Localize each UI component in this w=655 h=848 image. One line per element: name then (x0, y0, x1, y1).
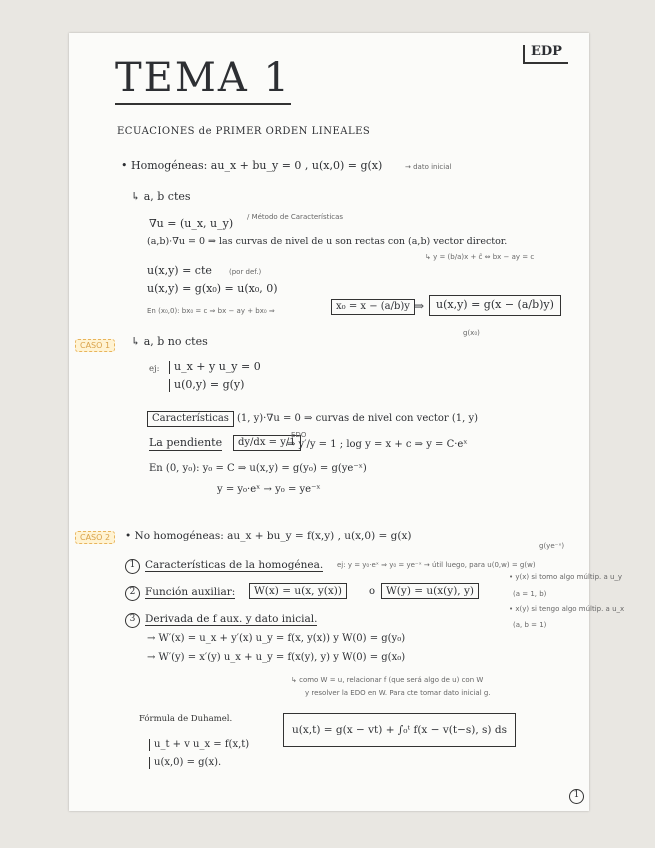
aux-function-y-box: W(y) = u(x(y), y) (381, 583, 479, 599)
y0-relation: y = y₀·eˣ → y₀ = ye⁻ˣ (217, 484, 321, 495)
example-label: ej: (149, 364, 160, 374)
step-3-number: 3 (125, 613, 140, 628)
example-eq-2: u(0,y) = g(y) (169, 379, 244, 392)
duhamel-eq-1: u_t + v u_x = f(x,t) (149, 739, 249, 751)
by-def-note: (por def.) (229, 268, 262, 276)
example-eq-1: u_x + y u_y = 0 (169, 361, 261, 374)
homogeneous-line: • Homogéneas: au_x + bu_y = 0 , u(x,0) = g(x) (121, 159, 383, 172)
subject-tag: EDP (523, 45, 568, 64)
step-2-number: 2 (125, 586, 140, 601)
page-title: TEMA 1 (115, 55, 291, 105)
point-y0-line: En (0, y₀): y₀ = C ⇒ u(x,y) = g(y₀) = g(ye⁻ˣ) (149, 463, 367, 474)
step-1-number: 1 (125, 559, 140, 574)
side-note-2: (a = 1, b) (513, 590, 547, 598)
step-1-text: Características de la homogénea. (145, 559, 324, 571)
side-note-4: (a, b = 1) (513, 621, 547, 629)
section-heading: ECUACIONES de PRIMER ORDEN LINEALES (117, 126, 371, 137)
characteristics-label: Características (147, 411, 234, 427)
x0-point-line: En (x₀,0): bx₀ = c ⇒ bx − ay + bx₀ ⇒ (147, 307, 275, 315)
side-note-1: • y(x) si tomo algo múltip. a u_y (509, 573, 623, 581)
aux-function-x-box: W(x) = u(x, y(x)) (249, 583, 347, 599)
slope-solution: ⇒ y′/y = 1 ; log y = x + c ⇒ y = C·eˣ (287, 439, 468, 450)
nonconstant-case: ↳ a, b no ctes (131, 335, 208, 348)
step-2-text: Función auxiliar: (145, 586, 236, 598)
initial-data-note: → dato inicial (405, 163, 452, 171)
g-x0-note: g(x₀) (463, 329, 480, 337)
characteristics-line: (1, y)·∇u = 0 ⇒ curvas de nivel con vector (1, y) (237, 413, 479, 424)
case-2-tag: CASO 2 (75, 531, 115, 544)
derivative-line-1: → W′(x) = u_x + y′(x) u_y = f(x, y(x)) y W(0) = g(y₀) (147, 633, 406, 644)
relation-note-1: ↳ como W = u, relacionar f (que será algo de u) con W (291, 676, 484, 684)
case-1-tag: CASO 1 (75, 339, 115, 352)
method-note: / Método de Características (247, 213, 344, 221)
duhamel-label: Fórmula de Duhamel. (139, 714, 233, 724)
relation-note-2: y resolver la EDO en W. Para cte tomar dato inicial g. (305, 689, 491, 697)
level-curves-line: (a,b)·∇u = 0 ⇒ las curvas de nivel de u son rectas con (a,b) vector director. (147, 236, 508, 247)
edo-label: EDO (291, 431, 307, 439)
side-note-3: • x(y) si tengo algo múltip. a u_x (509, 605, 625, 613)
duhamel-eq-2: u(x,0) = g(x). (149, 757, 221, 769)
g-ye-note: g(ye⁻ˣ) (539, 542, 565, 550)
u-equals-g: u(x,y) = g(x₀) = u(x₀, 0) (147, 282, 278, 295)
nonhomogeneous-line: • No homogéneas: au_x + bu_y = f(x,y) , u(x,0) = g(x) (125, 530, 412, 542)
slope-fraction: dy/dx = y/1 (233, 435, 301, 451)
derivative-line-2: → W′(y) = x′(y) u_x + u_y = f(x(y), y) y W(0) = g(x₀) (147, 652, 406, 663)
gradient-def: ∇u = (u_x, u_y) (149, 217, 234, 230)
duhamel-formula-box: u(x,t) = g(x − vt) + ∫₀ᵗ f(x − v(t−s), s) ds (283, 713, 516, 747)
constant-case: ↳ a, b ctes (131, 190, 191, 203)
step-3-text: Derivada de f aux. y dato inicial. (145, 613, 318, 625)
line-equation-note: ↳ y = (b/a)x + c̃ ⇔ bx − ay = c (425, 253, 535, 261)
step-1-note: ej: y = y₀·eˣ ⇒ y₀ = ye⁻ˣ → útil luego, para u(0,w) = g(w) (337, 561, 536, 569)
solution-box: u(x,y) = g(x − (a/b)y) (429, 295, 561, 316)
notes-page (69, 33, 625, 811)
slope-label: La pendiente (149, 436, 223, 449)
u-constant: u(x,y) = cte (147, 264, 212, 277)
or-text: o (369, 586, 376, 597)
arrow-glyph: ⇒ (414, 299, 425, 313)
page-number: 1 (569, 789, 584, 804)
x0-formula-box: x₀ = x − (a/b)y (331, 299, 415, 315)
